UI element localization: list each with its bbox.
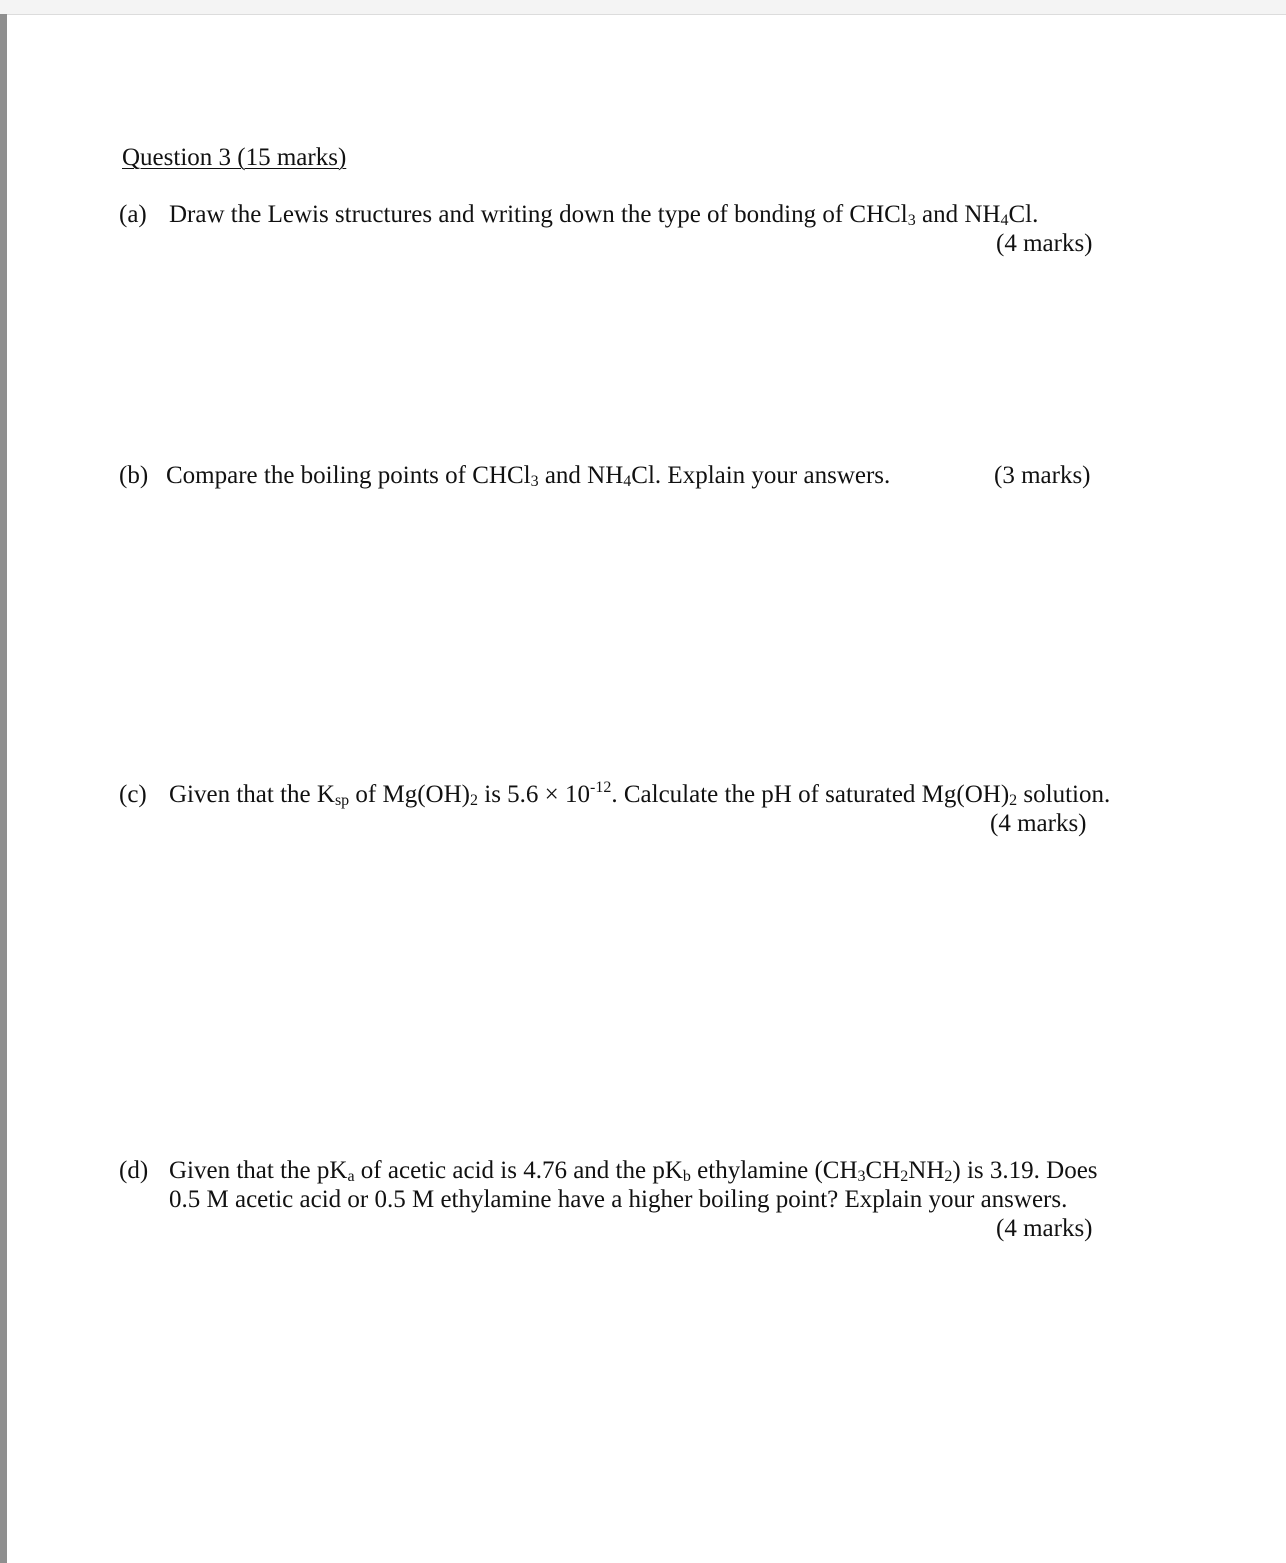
- question-b-marks: (3 marks): [994, 462, 1091, 489]
- question-a-text: (a) Draw the Lewis structures and writing down the type of bonding of CHCl$_3$ and $NH_4Cl$.: [119, 201, 1039, 229]
- question-d-text: (d) Given that the $pK_a$ of acetic acid is 4.76 and the $pK_b$ ethylamine $(CH_3CH_2NH_2)$ is 3.19. Does: [119, 1157, 1098, 1185]
- question-d-marks: (4 marks): [996, 1215, 1093, 1242]
- question-b-text: (b) Compare the boiling points of CHCl$_3$ and $NH_4Cl$. Explain your answers.: [119, 462, 891, 490]
- question-title: Question 3 (15 marks): [122, 144, 347, 171]
- question-a-label: (a): [119, 201, 147, 228]
- question-a-marks: (4 marks): [996, 230, 1093, 257]
- viewer-top-bar: [0, 0, 1286, 15]
- question-c-label: (c): [119, 781, 147, 808]
- question-d-text-line2: 0.5 M acetic acid or 0.5 M ethylamine have a higher boiling point? Explain your answers.: [169, 1186, 1068, 1213]
- question-c-marks: (4 marks): [990, 810, 1087, 837]
- question-b-label: (b): [119, 462, 149, 489]
- question-d-label: (d): [119, 1157, 149, 1184]
- question-c-text: (c) Given that the $K_{sp}$ of $Mg(OH)_2$ is $5.6 \times 10^{-12}$. Calculate the pH of saturated $Mg(OH)_2$ solution.: [119, 779, 1111, 809]
- viewer-left-scroll-edge: [0, 14, 7, 1563]
